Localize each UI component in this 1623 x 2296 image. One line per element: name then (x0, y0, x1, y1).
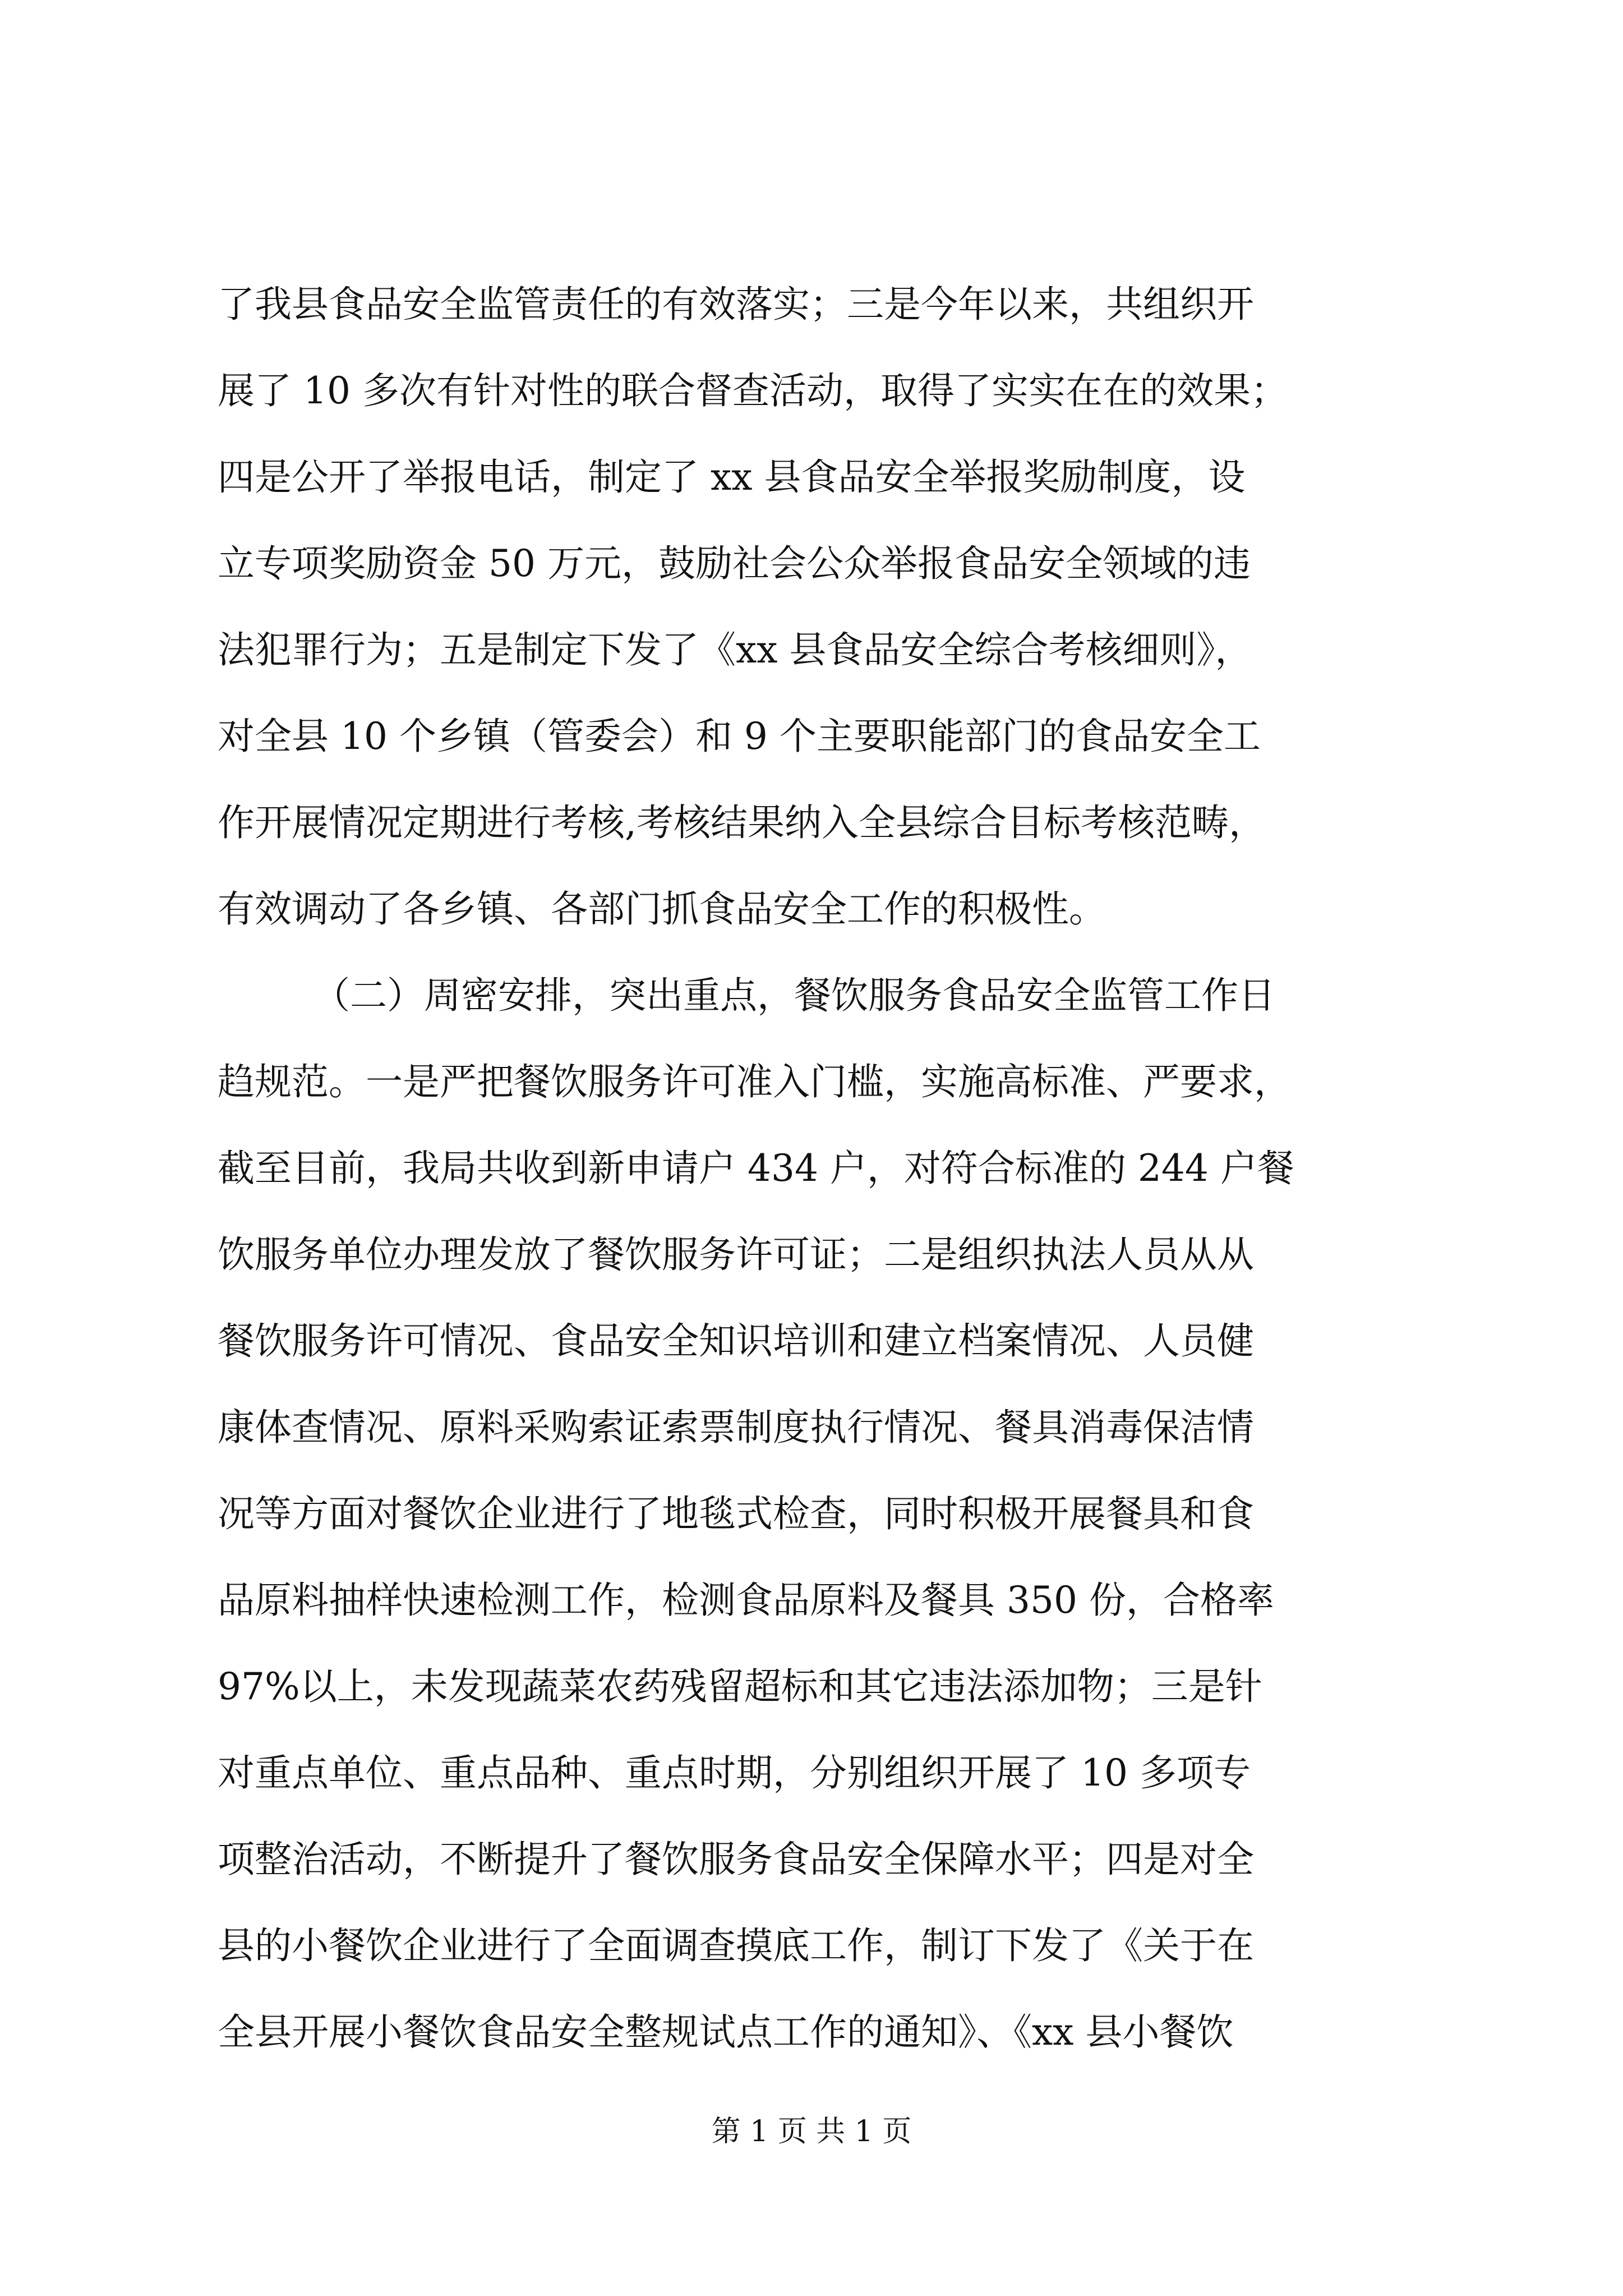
text-line: 了我县食品安全监管责任的有效落实；三是今年以来，共组织开 (218, 283, 1254, 326)
text-line: 趋规范。一是严把餐饮服务许可准入门槛，实施高标准、严要求， (218, 1060, 1291, 1103)
text-line: 餐饮服务许可情况、食品安全知识培训和建立档案情况、人员健 (218, 1319, 1254, 1363)
text-line: 对全县 10 个乡镇（管委会）和 9 个主要职能部门的食品安全工 (218, 715, 1261, 758)
text-line: 展了 10 多次有针对性的联合督查活动，取得了实实在在的效果； (218, 369, 1288, 412)
text-line: 作开展情况定期进行考核,考核结果纳入全县综合目标考核范畴， (218, 801, 1266, 844)
text-line: 有效调动了各乡镇、各部门抓食品安全工作的积极性。 (218, 887, 1106, 931)
page-number-footer: 第 1 页 共 1 页 (711, 2115, 912, 2148)
text-line: 四是公开了举报电话，制定了 xx 县食品安全举报奖励制度，设 (218, 455, 1246, 499)
text-line: 97%以上，未发现蔬菜农药残留超标和其它违法添加物；三是针 (218, 1665, 1262, 1708)
text-line: 况等方面对餐饮企业进行了地毯式检查，同时积极开展餐具和食 (218, 1492, 1254, 1535)
text-line: 法犯罪行为；五是制定下发了《xx 县食品安全综合考核细则》， (218, 628, 1252, 671)
text-line: 品原料抽样快速检测工作，检测食品原料及餐具 350 份，合格率 (218, 1579, 1274, 1622)
text-line: 全县开展小餐饮食品安全整规试点工作的通知》、《xx 县小餐饮 (218, 2010, 1234, 2054)
section-heading-line: （二）周密安排，突出重点，餐饮服务食品安全监管工作日 (313, 974, 1275, 1017)
text-line: 康体查情况、原料采购索证索票制度执行情况、餐具消毒保洁情 (218, 1406, 1254, 1449)
text-line: 项整治活动，不断提升了餐饮服务食品安全保障水平；四是对全 (218, 1838, 1254, 1881)
text-line: 饮服务单位办理发放了餐饮服务许可证；二是组织执法人员从从 (218, 1233, 1254, 1276)
text-line: 立专项奖励资金 50 万元，鼓励社会公众举报食品安全领域的违 (218, 542, 1251, 585)
text-line: 对重点单位、重点品种、重点时期，分别组织开展了 10 多项专 (218, 1751, 1251, 1795)
text-line: 截至目前，我局共收到新申请户 434 户，对符合标准的 244 户餐 (218, 1147, 1294, 1190)
text-line: 县的小餐饮企业进行了全面调查摸底工作，制订下发了《关于在 (218, 1924, 1254, 1967)
